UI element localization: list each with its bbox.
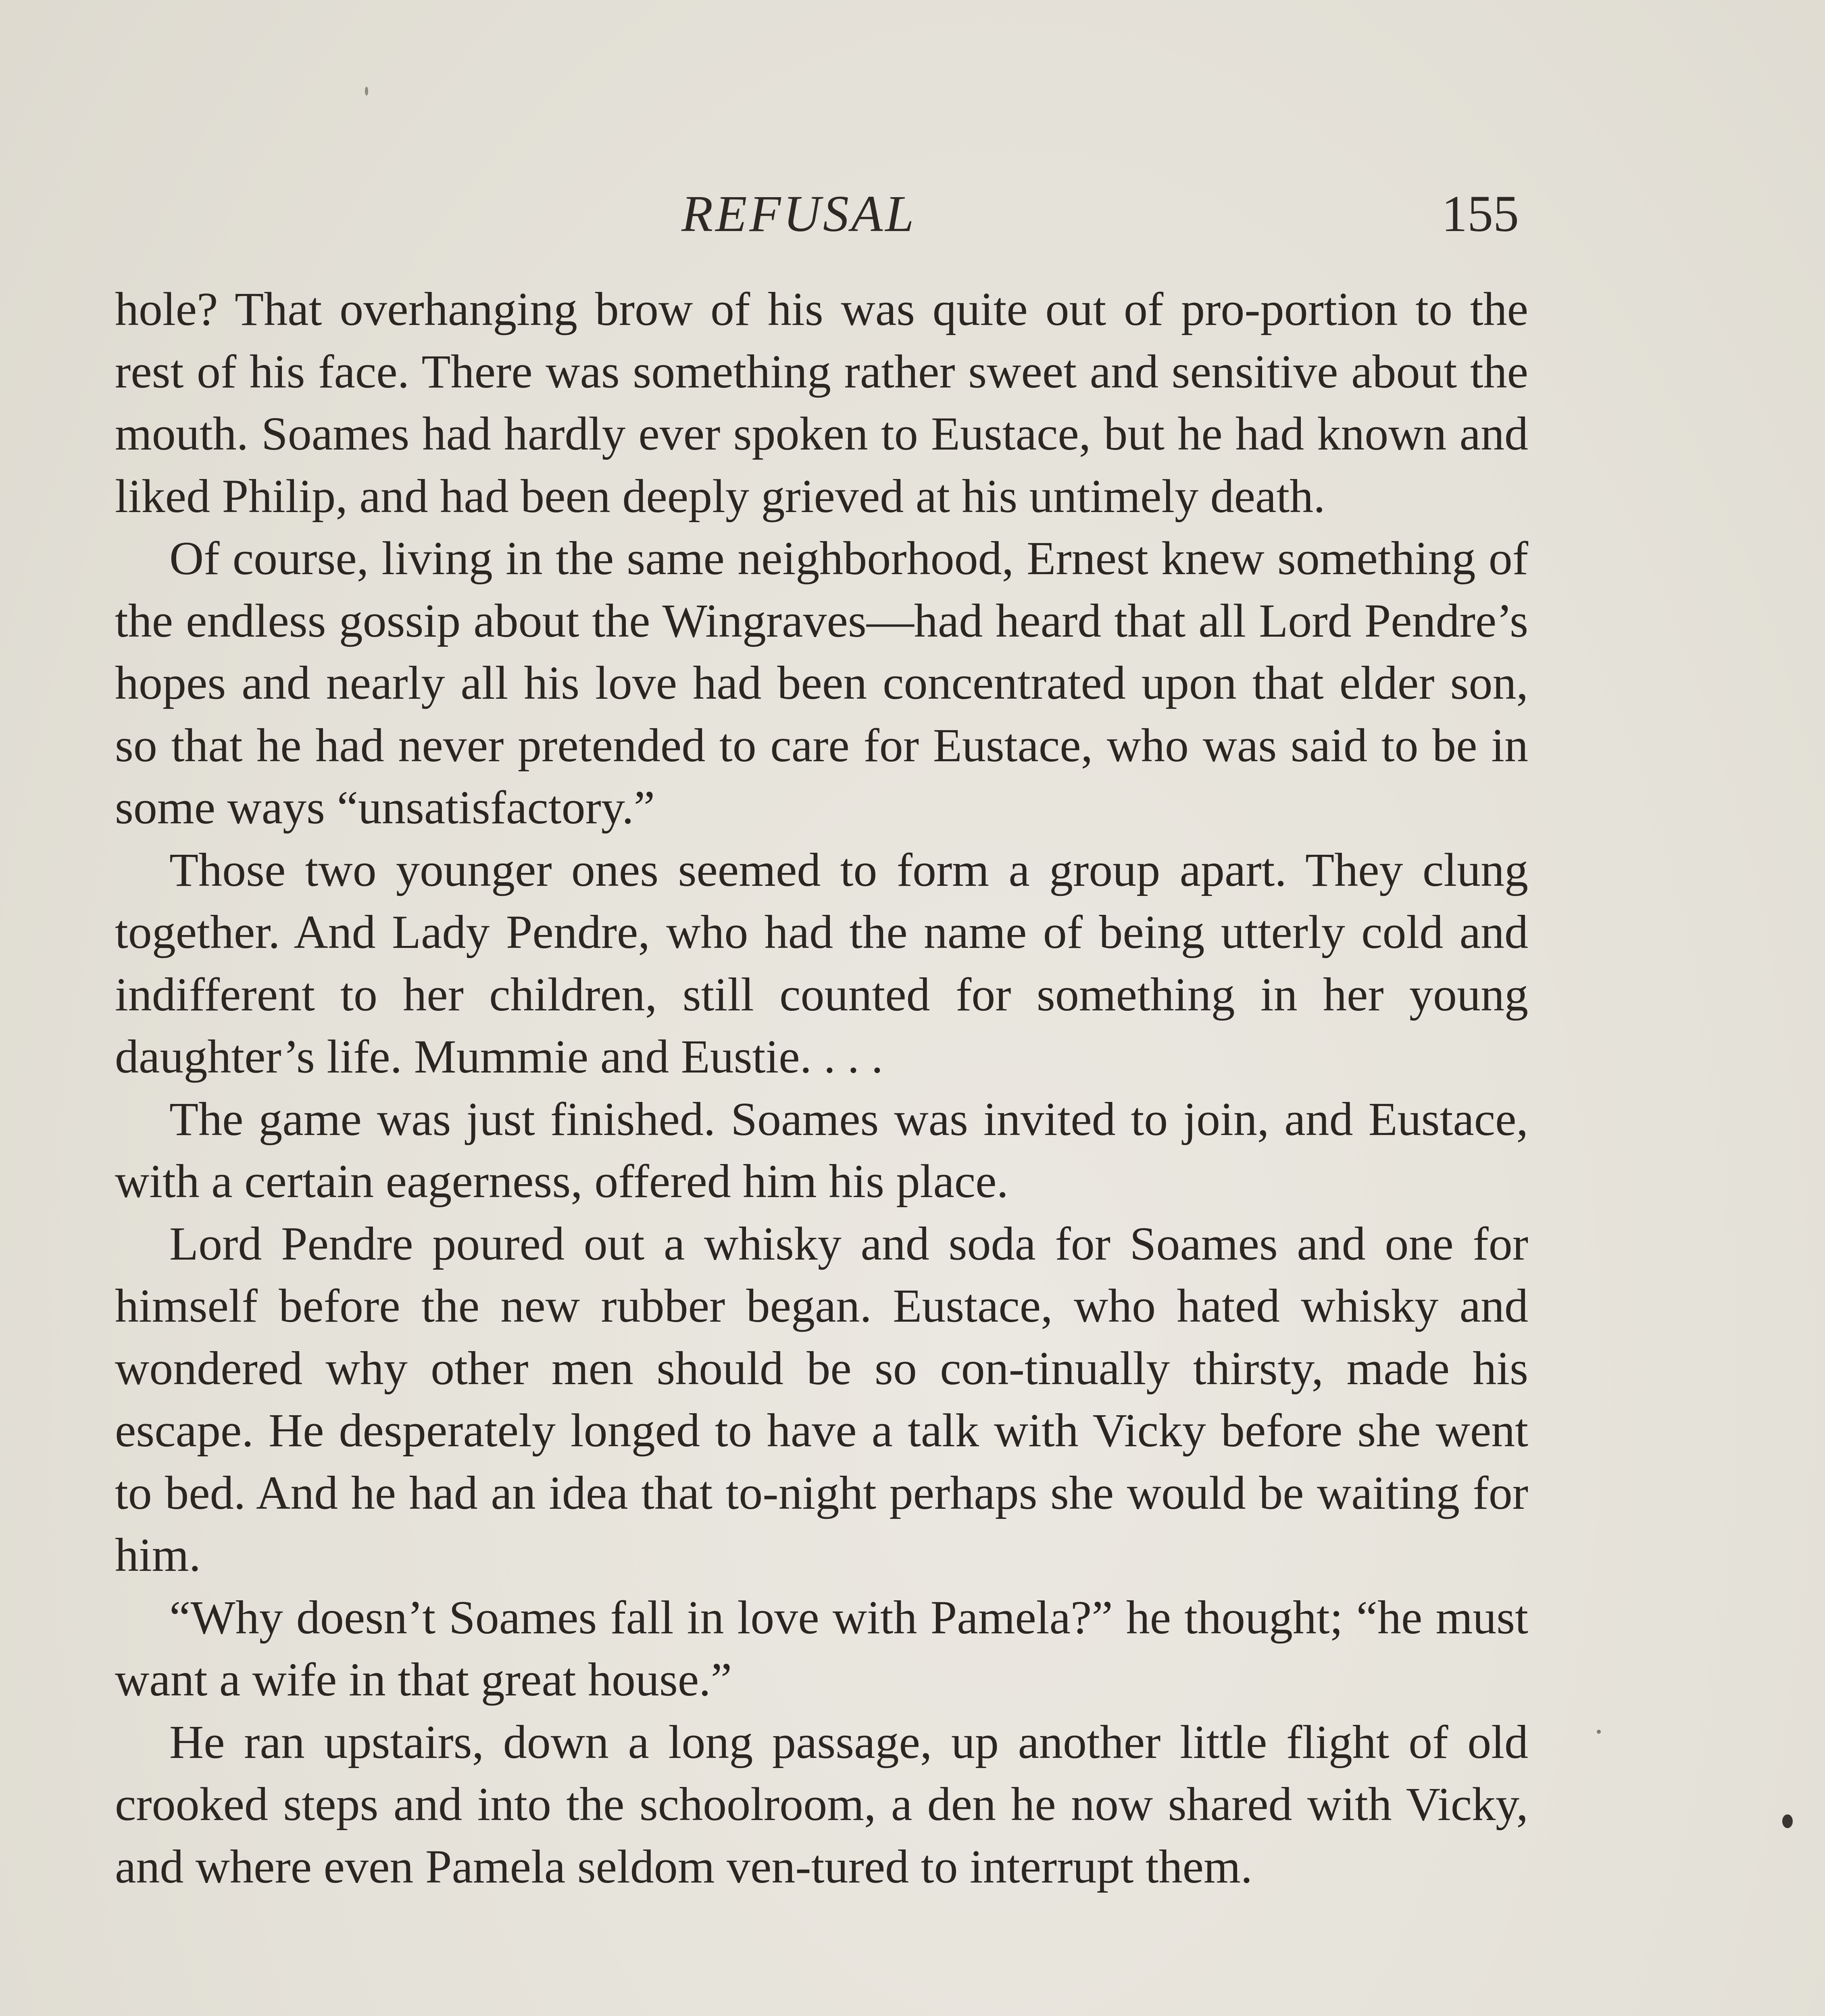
body-text — [115, 278, 1528, 1898]
paragraph-4: The game was just finished. Soames was invited to join, and Eustace, with a certain eagerness, offered him his place. — [115, 1092, 1528, 1208]
paragraph-6: “Why doesn’t Soames fall in love with Pamela?” he thought; “he must want a wife in that great house.” — [115, 1591, 1528, 1706]
paragraph-3: Those two younger ones seemed to form a group apart. They clung together. And Lady Pendre, who had the name of being utterly cold and indifferent to her children, still counted for something in her young daughter’s life. Mummie and Eustie. . . . — [115, 843, 1528, 1083]
running-head — [0, 177, 1825, 250]
paper-speck — [1782, 1814, 1793, 1828]
page-number: 155 — [1442, 185, 1519, 242]
paper-speck — [365, 87, 368, 96]
chapter-title: REFUSAL — [681, 185, 917, 242]
paragraph-5: Lord Pendre poured out a whisky and soda for Soames and one for himself before the new rubber began. Eustace, who hated whisky and wondered why other men should be so con-tinually thirsty, made his escape. He desperately longed to have a talk with Vicky before she went to bed. And he had an idea that to-night perhaps she would be waiting for him. — [115, 1217, 1528, 1581]
paragraph-7: He ran upstairs, down a long passage, up another little flight of old crooked steps and into the schoolroom, a den he now shared with Vicky, and where even Pamela seldom ven-tured to interrupt them. — [115, 1715, 1528, 1893]
paragraph-2: Of course, living in the same neighborhood, Ernest knew something of the endless gossip about the Wingraves—had heard that all Lord Pendre’s hopes and nearly all his love had been concentrated upon that elder son, so that he had never pretended to care for Eustace, who was said to be in some ways “unsatisfactory.” — [115, 532, 1528, 834]
paragraph-1: hole? That overhanging brow of his was quite out of pro-portion to the rest of his face. There was something rather sweet and sensitive about the mouth. Soames had hardly ever spoken to Eustace, but he had known and liked Philip, and had been deeply grieved at his untimely death. — [115, 283, 1528, 523]
paper-speck — [1597, 1730, 1601, 1734]
